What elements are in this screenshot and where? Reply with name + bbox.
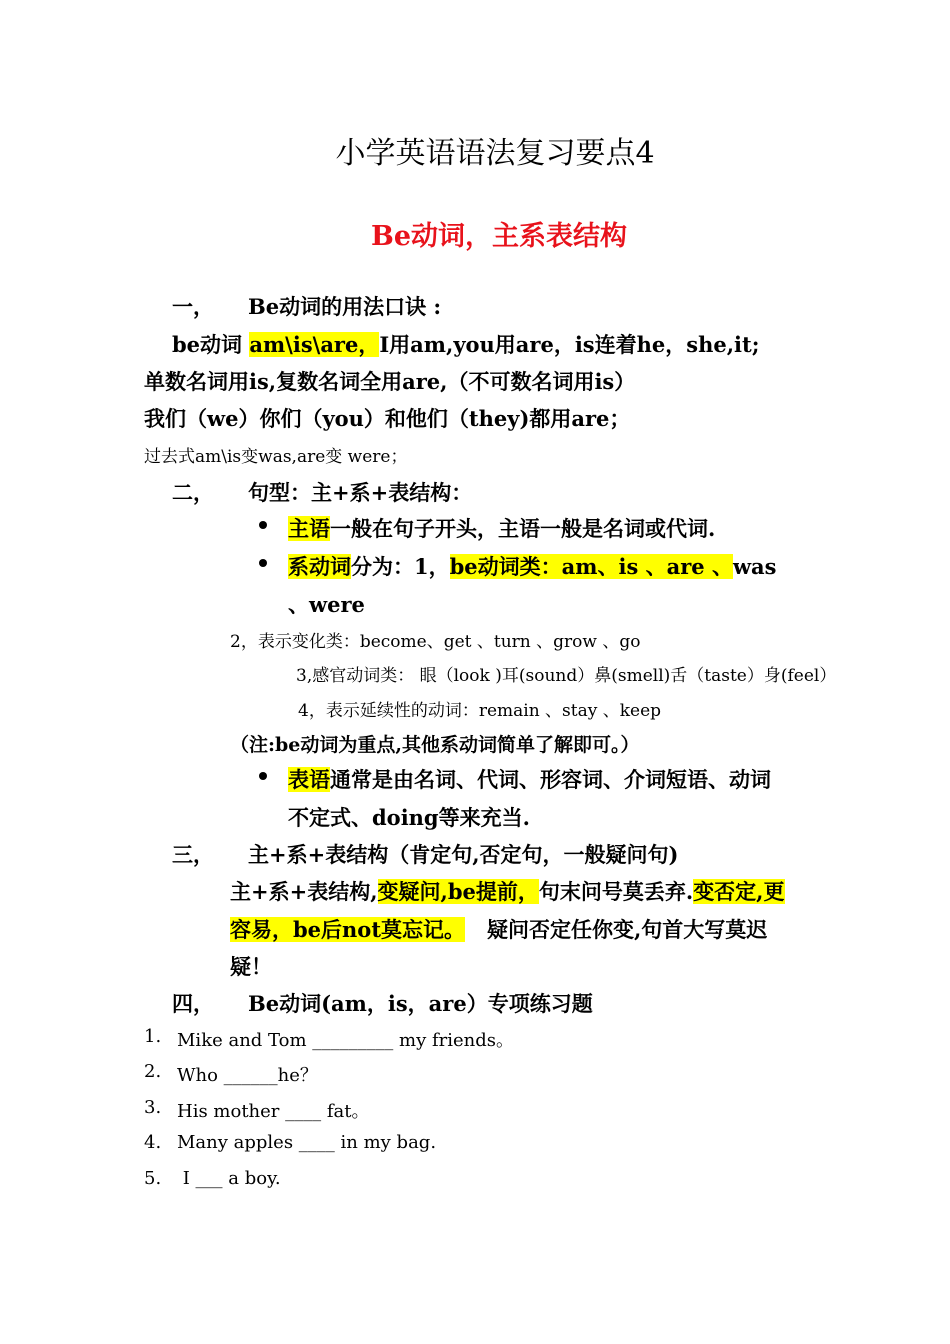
exercise-text: Mike and Tom _________ my friends。 bbox=[177, 1030, 514, 1051]
rule-line-1-rest: I用am,you用are，is连着he，she,it; bbox=[379, 332, 760, 357]
highlight-question: 变疑问,be提前， bbox=[377, 879, 539, 904]
bullet-icon bbox=[259, 521, 267, 529]
exercise-number: 2. bbox=[144, 1061, 162, 1082]
bullet-predicative-text: 通常是由名词、代词、形容词、介词短语、动词 bbox=[330, 767, 771, 792]
rhyme-line-2-rest: 疑问否定任你变,句首大写莫迟 bbox=[465, 917, 768, 942]
rhyme-line-1-b: 句末问号莫丢弃. bbox=[538, 879, 694, 904]
page-title: 小学英语语法复习要点4 bbox=[335, 136, 655, 171]
highlight-be-verbs: be动词类：am、is 、are 、 bbox=[449, 554, 733, 579]
exercise-item bbox=[144, 1026, 514, 1051]
bullet-linking-verb bbox=[288, 551, 776, 581]
section-1-title: Be动词的用法口诀 : bbox=[248, 294, 442, 319]
rule-line-1-prefix: be动词 bbox=[172, 332, 250, 357]
section-1-heading bbox=[172, 291, 441, 321]
highlight-linking-verb: 系动词 bbox=[288, 554, 351, 579]
exercise-item bbox=[144, 1168, 281, 1189]
sense-verbs-line: 3,感官动词类： 眼（look )耳(sound）鼻(smell)舌（taste）身(feel） bbox=[296, 666, 837, 686]
exercise-text: His mother ____ fat。 bbox=[177, 1101, 370, 1122]
section-1-number: 一， bbox=[172, 294, 214, 319]
continuous-verbs-line: 4，表示延续性的动词：remain 、stay 、keep bbox=[298, 701, 662, 721]
section-2-heading bbox=[172, 477, 472, 507]
exercise-text: I ___ a boy. bbox=[177, 1168, 281, 1189]
highlight-subject: 主语 bbox=[288, 516, 330, 541]
exercise-item bbox=[144, 1061, 318, 1086]
section-3-heading bbox=[172, 839, 678, 869]
rhyme-line-1 bbox=[230, 876, 785, 906]
bullet-icon bbox=[259, 559, 267, 567]
bullet-linking-verb-cont: 、were bbox=[288, 592, 365, 617]
exercise-item bbox=[144, 1132, 437, 1153]
exercise-number: 5. bbox=[144, 1168, 162, 1189]
highlight-negative: 变否定,更 bbox=[693, 879, 785, 904]
change-verbs-line: 2，表示变化类：become、get 、turn 、grow 、go bbox=[230, 632, 641, 652]
exercise-number: 1. bbox=[144, 1026, 162, 1047]
exercise-number: 3. bbox=[144, 1097, 162, 1118]
bullet-predicative-cont: 不定式、doing等来充当. bbox=[288, 805, 530, 830]
page-subtitle: Be动词，主系表结构 bbox=[371, 221, 627, 252]
section-3-number: 三， bbox=[172, 842, 214, 867]
rule-line-4: 过去式am\is变was,are变 were； bbox=[144, 447, 408, 467]
section-4-number: 四， bbox=[172, 991, 214, 1016]
section-4-heading bbox=[172, 988, 593, 1018]
highlight-am-is-are: am\is\are， bbox=[249, 332, 380, 357]
bullet-icon bbox=[259, 772, 267, 780]
highlight-be-not: 容易，be后not莫忘记。 bbox=[230, 917, 466, 942]
rhyme-line-3: 疑！ bbox=[230, 954, 272, 979]
bullet-subject bbox=[288, 513, 715, 543]
rule-line-2: 单数名词用is,复数名词全用are,（不可数名词用is） bbox=[144, 369, 636, 394]
highlight-predicative: 表语 bbox=[288, 767, 330, 792]
section-2-title: 句型：主+系+表结构： bbox=[248, 480, 473, 505]
section-2-number: 二， bbox=[172, 480, 214, 505]
bullet-predicative bbox=[288, 764, 771, 794]
rhyme-line-2 bbox=[230, 914, 767, 944]
rule-line-3: 我们（we）你们（you）和他们（they)都用are； bbox=[144, 406, 631, 431]
exercise-item bbox=[144, 1097, 370, 1122]
section-4-title: Be动词(am，is，are）专项练习题 bbox=[248, 991, 593, 1016]
bullet-subject-text: 一般在句子开头，主语一般是名词或代词. bbox=[330, 516, 716, 541]
exercise-text: Who ______he？ bbox=[177, 1065, 318, 1086]
linking-verb-mid: 分为：1， bbox=[351, 554, 450, 579]
note-line: （注:be动词为重点,其他系动词简单了解即可。） bbox=[230, 734, 640, 756]
rule-line-1 bbox=[172, 329, 759, 359]
exercise-text: Many apples ____ in my bag. bbox=[177, 1132, 437, 1153]
exercise-number: 4. bbox=[144, 1132, 162, 1153]
linking-verb-was: was bbox=[732, 554, 777, 579]
rhyme-line-1-a: 主+系+表结构, bbox=[230, 879, 378, 904]
section-3-title: 主+系+表结构（肯定句,否定句，一般疑问句) bbox=[248, 842, 679, 867]
